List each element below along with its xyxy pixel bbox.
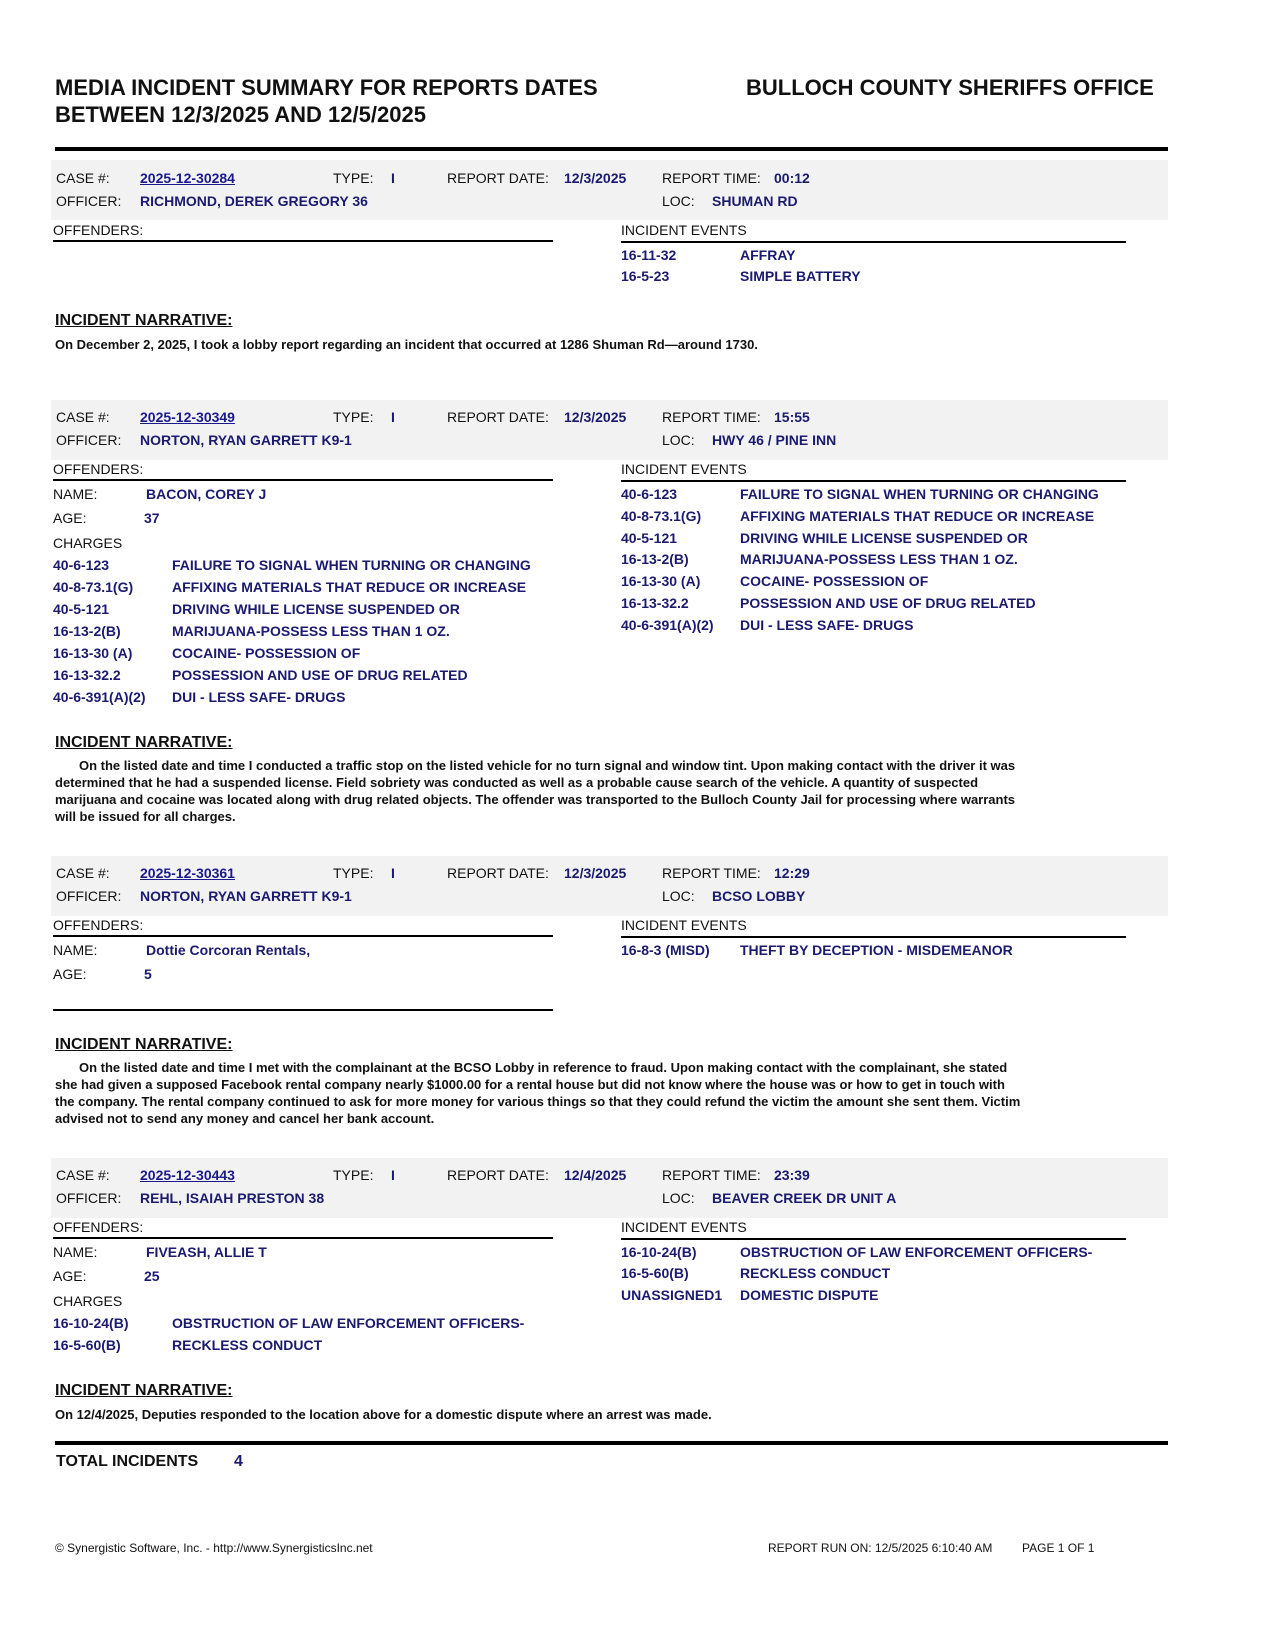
incident-events-label: INCIDENT EVENTS — [621, 917, 747, 933]
case-number-link[interactable]: 2025-12-30361 — [140, 865, 235, 881]
type-value: I — [391, 865, 395, 881]
case-header-band — [51, 160, 1168, 220]
narrative-heading: INCIDENT NARRATIVE: — [55, 734, 233, 751]
report-title-line1: MEDIA INCIDENT SUMMARY FOR REPORTS DATES — [55, 75, 598, 100]
narrative-line: On the listed date and time I met with the complainant at the BCSO Lobby in reference to fraud. Upon making contact with the complainant, she stated — [79, 1060, 1008, 1075]
event-desc: COCAINE- POSSESSION OF — [740, 573, 929, 589]
age-label: AGE: — [53, 966, 87, 982]
type-label: TYPE: — [333, 170, 374, 186]
event-code: 16-13-2(B) — [621, 551, 689, 567]
offender-age: 37 — [144, 510, 160, 526]
report-date-label: REPORT DATE: — [447, 409, 549, 425]
officer-label: OFFICER: — [56, 1190, 122, 1206]
footer-copyright: © Synergistic Software, Inc. - http://www.SynergisticsInc.net — [55, 1541, 373, 1555]
officer-value: REHL, ISAIAH PRESTON 38 — [140, 1190, 325, 1206]
charges-label: CHARGES — [53, 1293, 123, 1309]
events-underline — [621, 1238, 1126, 1240]
offenders-underline — [53, 1237, 553, 1239]
charge-desc: RECKLESS CONDUCT — [172, 1337, 323, 1353]
charge-desc: COCAINE- POSSESSION OF — [172, 645, 361, 661]
age-label: AGE: — [53, 510, 87, 526]
narrative-line: she had given a supposed Facebook rental company nearly $1000.00 for a rental house but did not know where the house was or how to get in touch with — [55, 1077, 1005, 1092]
report-time-label: REPORT TIME: — [662, 1167, 761, 1183]
event-desc: MARIJUANA-POSSESS LESS THAN 1 OZ. — [740, 551, 1018, 567]
report-time-value: 12:29 — [774, 865, 810, 881]
charge-desc: DRIVING WHILE LICENSE SUSPENDED OR — [172, 601, 460, 617]
totals-divider — [55, 1441, 1168, 1445]
narrative-line: determined that he had a suspended license. Field sobriety was conducted as well as a probable cause search of the vehicle. A quantity of suspected — [55, 775, 979, 790]
report-date-value: 12/3/2025 — [564, 409, 627, 425]
report-time-label: REPORT TIME: — [662, 170, 761, 186]
charge-desc: DUI - LESS SAFE- DRUGS — [172, 689, 346, 705]
loc-label: LOC: — [662, 193, 695, 209]
type-label: TYPE: — [333, 1167, 374, 1183]
report-title-line2: BETWEEN 12/3/2025 AND 12/5/2025 — [55, 102, 426, 127]
offender-name: FIVEASH, ALLIE T — [146, 1244, 267, 1260]
case-label: CASE #: — [56, 409, 110, 425]
incident-events-label: INCIDENT EVENTS — [621, 222, 747, 238]
offender-divider — [53, 1009, 553, 1011]
agency-name: BULLOCH COUNTY SHERIFFS OFFICE — [746, 75, 1154, 100]
charge-desc: AFFIXING MATERIALS THAT REDUCE OR INCREASE — [172, 579, 527, 595]
charge-code: 40-6-123 — [53, 557, 110, 573]
offender-name: Dottie Corcoran Rentals, — [146, 942, 311, 958]
event-desc: DRIVING WHILE LICENSE SUSPENDED OR — [740, 530, 1028, 546]
event-code: 16-8-3 (MISD) — [621, 942, 710, 958]
event-desc: RECKLESS CONDUCT — [740, 1265, 891, 1281]
officer-value: RICHMOND, DEREK GREGORY 36 — [140, 193, 368, 209]
loc-label: LOC: — [662, 1190, 695, 1206]
officer-label: OFFICER: — [56, 432, 122, 448]
report-date-label: REPORT DATE: — [447, 170, 549, 186]
charge-code: 16-10-24(B) — [53, 1315, 129, 1331]
offender-name: BACON, COREY J — [146, 486, 267, 502]
incident-events-label: INCIDENT EVENTS — [621, 1219, 747, 1235]
event-desc: POSSESSION AND USE OF DRUG RELATED — [740, 595, 1036, 611]
officer-value: NORTON, RYAN GARRETT K9-1 — [140, 432, 352, 448]
type-value: I — [391, 409, 395, 425]
footer-run-on: REPORT RUN ON: 12/5/2025 6:10:40 AM — [768, 1541, 993, 1555]
loc-value: BCSO LOBBY — [712, 888, 806, 904]
event-desc: FAILURE TO SIGNAL WHEN TURNING OR CHANGING — [740, 486, 1099, 502]
charge-code: 16-5-60(B) — [53, 1337, 121, 1353]
type-value: I — [391, 170, 395, 186]
report-date-value: 12/3/2025 — [564, 865, 627, 881]
charge-desc: POSSESSION AND USE OF DRUG RELATED — [172, 667, 468, 683]
loc-label: LOC: — [662, 432, 695, 448]
loc-value: BEAVER CREEK DR UNIT A — [712, 1190, 897, 1206]
type-value: I — [391, 1167, 395, 1183]
narrative-line: marijuana and cocaine was located along with drug related objects. The offender was transported to the Bulloch County Jail for processing where warrants — [55, 792, 1016, 807]
narrative-line: On the listed date and time I conducted a traffic stop on the listed vehicle for no turn signal and window tint. Upon making contact with the driver it was — [79, 758, 1016, 773]
name-label: NAME: — [53, 1244, 98, 1260]
narrative-line: advised not to send any money and cancel her bank account. — [55, 1111, 435, 1126]
event-code: 16-5-23 — [621, 268, 670, 284]
type-label: TYPE: — [333, 865, 374, 881]
report-date-label: REPORT DATE: — [447, 865, 549, 881]
narrative-text: On December 2, 2025, I took a lobby report regarding an incident that occurred at 1286 Shuman Rd—around 1730. — [55, 337, 758, 352]
loc-value: HWY 46 / PINE INN — [712, 432, 837, 448]
case-label: CASE #: — [56, 865, 110, 881]
events-underline — [621, 480, 1126, 482]
footer-page: PAGE 1 OF 1 — [1022, 1541, 1095, 1555]
case-number-link[interactable]: 2025-12-30443 — [140, 1167, 235, 1183]
incident-events-label: INCIDENT EVENTS — [621, 461, 747, 477]
event-code: 40-5-121 — [621, 530, 678, 546]
event-code: 16-10-24(B) — [621, 1244, 697, 1260]
report-time-value: 23:39 — [774, 1167, 810, 1183]
offenders-underline — [53, 935, 553, 937]
event-code: 40-6-123 — [621, 486, 678, 502]
offenders-label: OFFENDERS: — [53, 917, 144, 933]
narrative-line: the company. The rental company continued to ask for more money for various things so that they could refund the victim the amount she sent them. Victim — [55, 1094, 1021, 1109]
charge-code: 40-6-391(A)(2) — [53, 689, 146, 705]
event-code: 16-13-32.2 — [621, 595, 689, 611]
offenders-label: OFFENDERS: — [53, 222, 144, 238]
charge-code: 16-13-30 (A) — [53, 645, 133, 661]
report-date-value: 12/3/2025 — [564, 170, 627, 186]
narrative-heading: INCIDENT NARRATIVE: — [55, 312, 233, 329]
charge-desc: MARIJUANA-POSSESS LESS THAN 1 OZ. — [172, 623, 450, 639]
offenders-label: OFFENDERS: — [53, 461, 144, 477]
narrative-line: will be issued for all charges. — [55, 809, 236, 824]
narrative-heading: INCIDENT NARRATIVE: — [55, 1036, 233, 1053]
offender-age: 25 — [144, 1268, 160, 1284]
age-label: AGE: — [53, 1268, 87, 1284]
name-label: NAME: — [53, 486, 98, 502]
type-label: TYPE: — [333, 409, 374, 425]
charge-code: 16-13-2(B) — [53, 623, 121, 639]
report-time-label: REPORT TIME: — [662, 865, 761, 881]
officer-label: OFFICER: — [56, 193, 122, 209]
event-code: 40-6-391(A)(2) — [621, 617, 714, 633]
event-desc: SIMPLE BATTERY — [740, 268, 861, 284]
name-label: NAME: — [53, 942, 98, 958]
header-divider — [55, 147, 1168, 151]
event-code: UNASSIGNED1 — [621, 1287, 723, 1303]
loc-value: SHUMAN RD — [712, 193, 798, 209]
narrative-text: On 12/4/2025, Deputies responded to the location above for a domestic dispute where an arrest was made. — [55, 1407, 712, 1422]
loc-label: LOC: — [662, 888, 695, 904]
total-incidents-value: 4 — [234, 1453, 243, 1470]
event-code: 16-11-32 — [621, 247, 677, 263]
charge-desc: FAILURE TO SIGNAL WHEN TURNING OR CHANGING — [172, 557, 531, 573]
event-desc: OBSTRUCTION OF LAW ENFORCEMENT OFFICERS- — [740, 1244, 1093, 1260]
report-time-value: 00:12 — [774, 170, 810, 186]
event-desc: AFFRAY — [740, 247, 796, 263]
officer-label: OFFICER: — [56, 888, 122, 904]
offender-age: 5 — [144, 966, 152, 982]
event-desc: THEFT BY DECEPTION - MISDEMEANOR — [740, 942, 1013, 958]
report-date-value: 12/4/2025 — [564, 1167, 627, 1183]
event-code: 40-8-73.1(G) — [621, 508, 702, 524]
report-time-value: 15:55 — [774, 409, 810, 425]
case-number-link[interactable]: 2025-12-30349 — [140, 409, 235, 425]
report-time-label: REPORT TIME: — [662, 409, 761, 425]
charge-code: 40-8-73.1(G) — [53, 579, 134, 595]
officer-value: NORTON, RYAN GARRETT K9-1 — [140, 888, 352, 904]
event-code: 16-13-30 (A) — [621, 573, 701, 589]
offenders-label: OFFENDERS: — [53, 1219, 144, 1235]
charge-desc: OBSTRUCTION OF LAW ENFORCEMENT OFFICERS- — [172, 1315, 525, 1331]
events-underline — [621, 936, 1126, 938]
case-label: CASE #: — [56, 170, 110, 186]
charge-code: 16-13-32.2 — [53, 667, 121, 683]
event-desc: AFFIXING MATERIALS THAT REDUCE OR INCREASE — [740, 508, 1095, 524]
narrative-heading: INCIDENT NARRATIVE: — [55, 1382, 233, 1399]
charge-code: 40-5-121 — [53, 601, 110, 617]
case-number-link[interactable]: 2025-12-30284 — [140, 170, 235, 186]
charges-label: CHARGES — [53, 535, 123, 551]
event-desc: DOMESTIC DISPUTE — [740, 1287, 879, 1303]
event-desc: DUI - LESS SAFE- DRUGS — [740, 617, 914, 633]
case-label: CASE #: — [56, 1167, 110, 1183]
report-date-label: REPORT DATE: — [447, 1167, 549, 1183]
total-incidents-label: TOTAL INCIDENTS — [56, 1453, 199, 1470]
offenders-underline — [53, 479, 553, 481]
events-underline — [621, 241, 1126, 243]
event-code: 16-5-60(B) — [621, 1265, 689, 1281]
offenders-underline — [53, 240, 553, 242]
